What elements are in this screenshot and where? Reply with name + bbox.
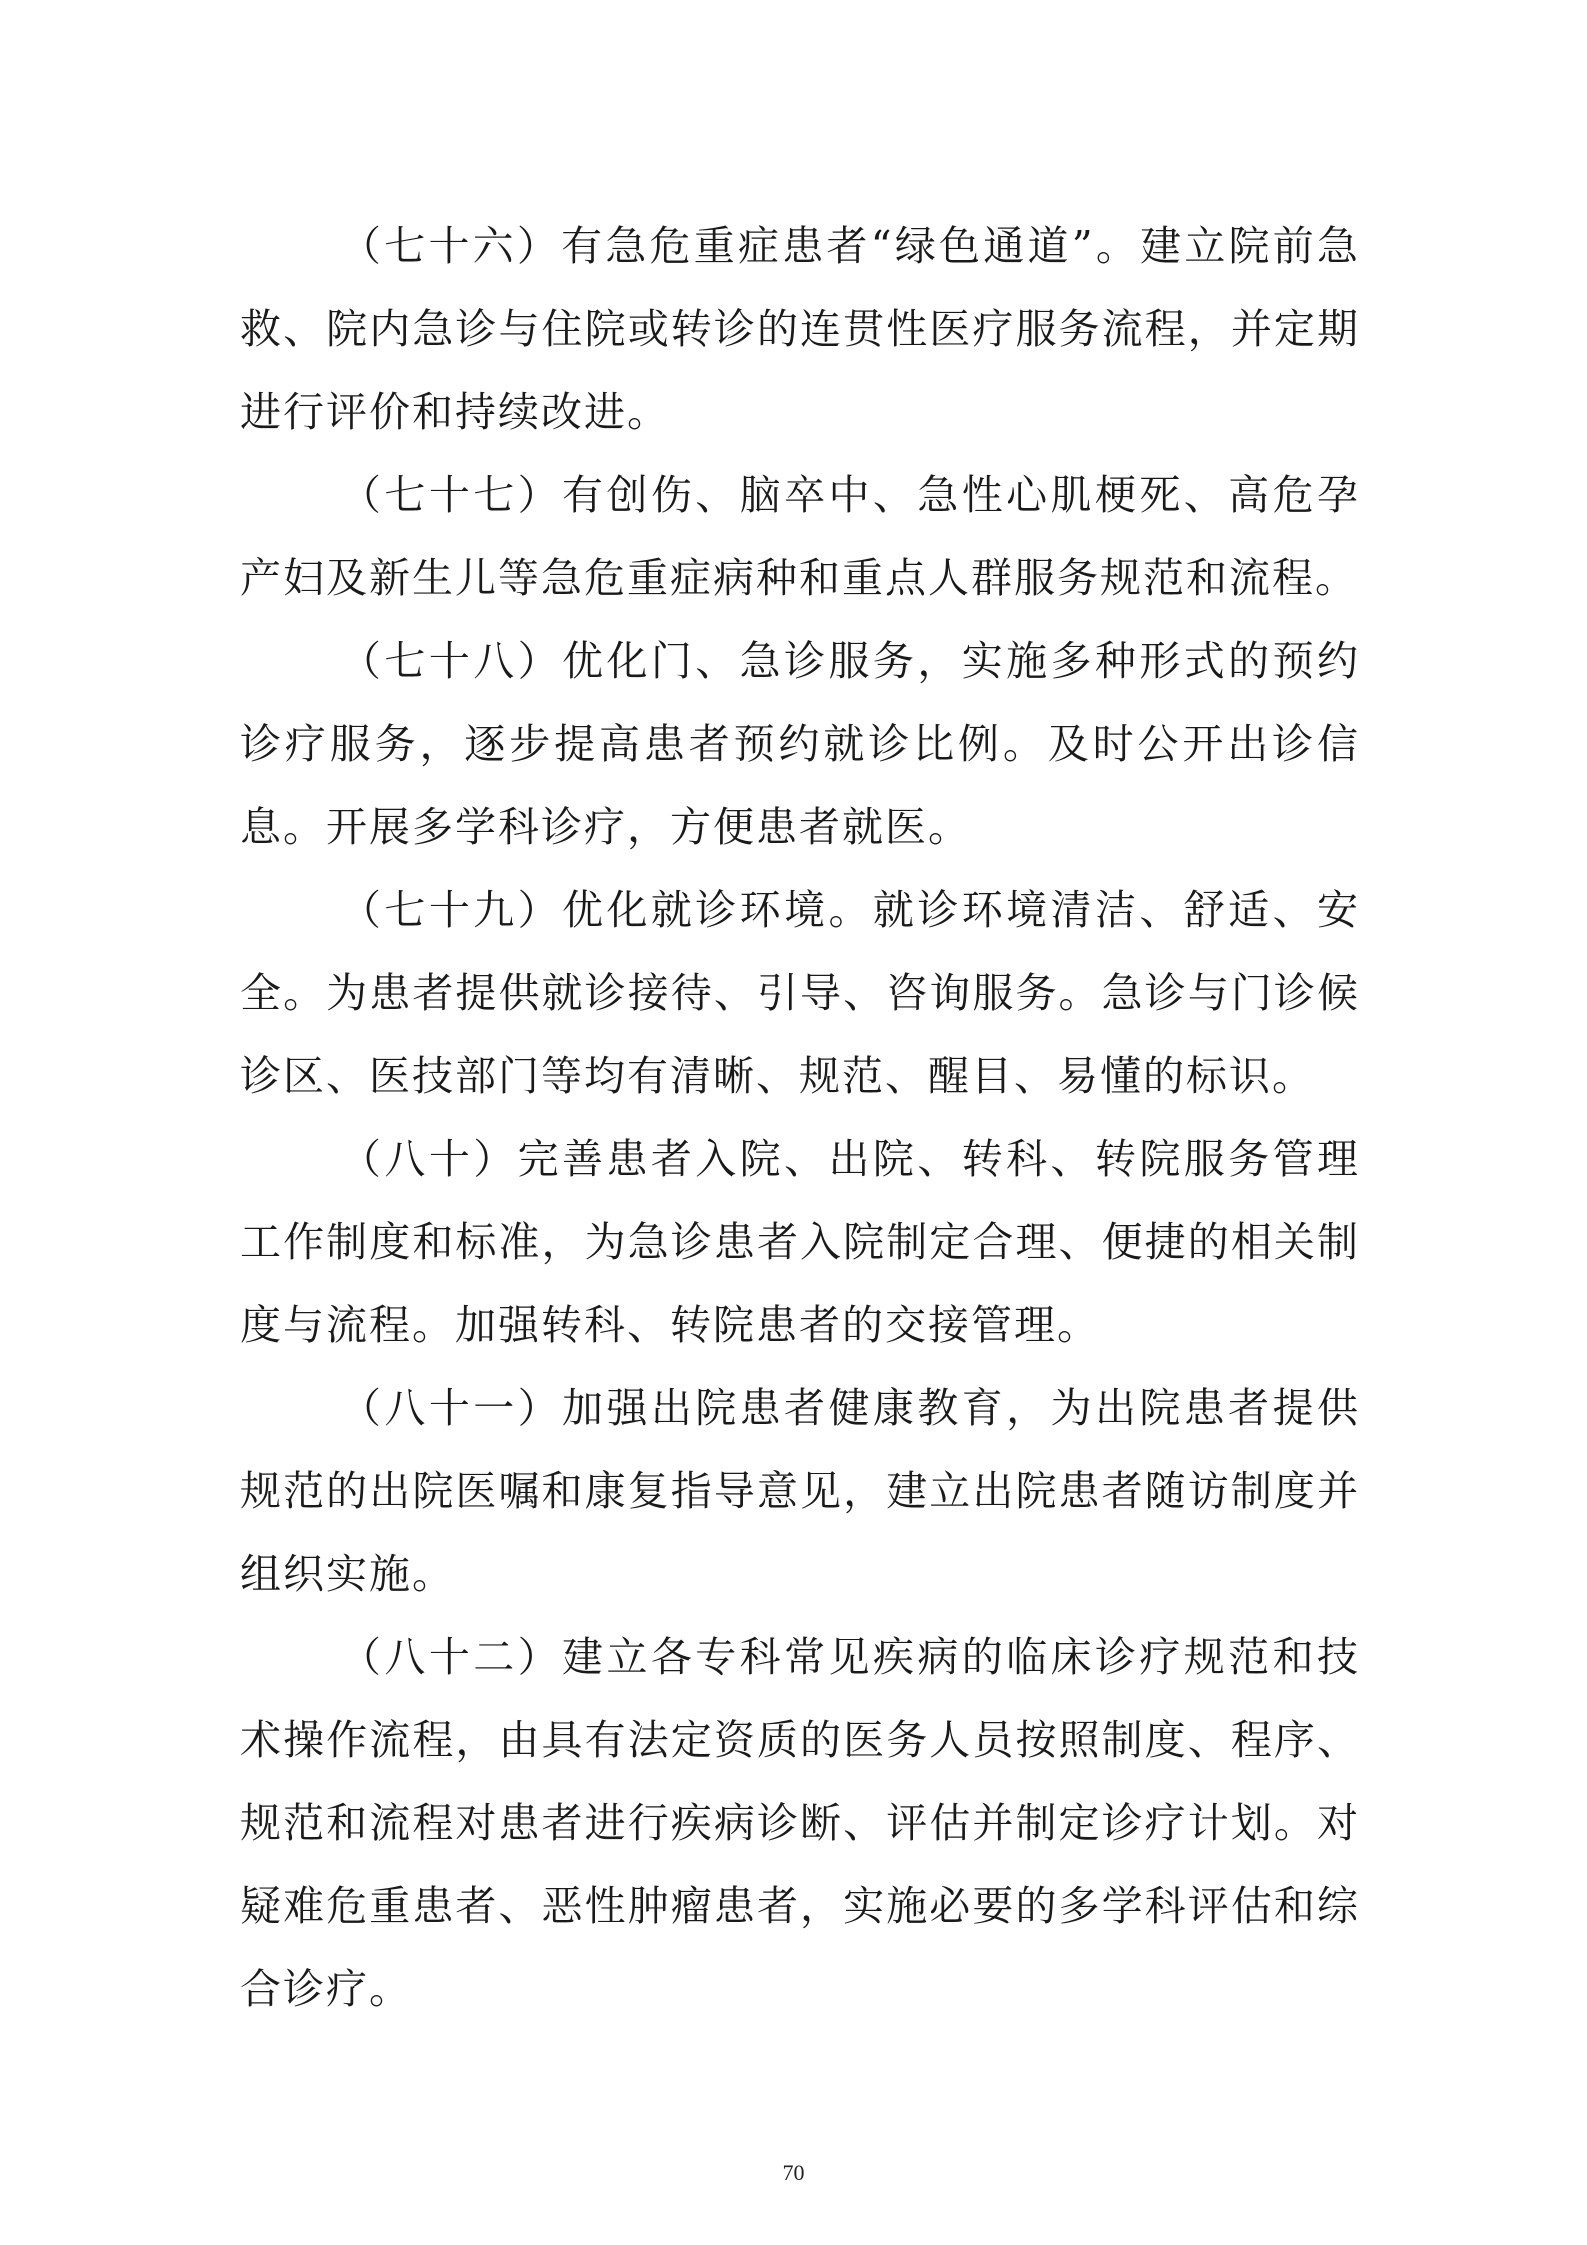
page-number: 70 xyxy=(782,2160,805,2185)
paragraph-81: （八十一）加强出院患者健康教育，为出院患者提供规范的出院医嘱和康复指导意见，建立出院患者随访制度并组织实施。 xyxy=(240,1384,1360,1598)
paragraph-82: （八十二）建立各专科常见疾病的临床诊疗规范和技术操作流程，由具有法定资质的医务人员按照制度、程序、规范和流程对患者进行疾病诊断、评估并制定诊疗计划。对疑难危重患者、恶性肿瘤患者，实施必要的多学科评估和综合诊疗。 xyxy=(240,1633,1360,2013)
paragraph-76: （七十六）有急危重症患者“绿色通道”。建立院前急救、院内急诊与住院或转诊的连贯性医疗服务流程，并定期进行评价和持续改进。 xyxy=(240,222,1360,436)
paragraph-78: （七十八）优化门、急诊服务，实施多种形式的预约诊疗服务，逐步提高患者预约就诊比例。及时公开出诊信息。开展多学科诊疗，方便患者就医。 xyxy=(240,637,1360,851)
paragraph-79: （七十九）优化就诊环境。就诊环境清洁、舒适、安全。为患者提供就诊接待、引导、咨询服务。急诊与门诊候诊区、医技部门等均有清晰、规范、醒目、易懂的标识。 xyxy=(240,886,1360,1100)
paragraph-77: （七十七）有创伤、脑卒中、急性心肌梗死、高危孕产妇及新生儿等急危重症病种和重点人群服务规范和流程。 xyxy=(240,471,1360,602)
paragraph-80: （八十）完善患者入院、出院、转科、转院服务管理工作制度和标准，为急诊患者入院制定合理、便捷的相关制度与流程。加强转科、转院患者的交接管理。 xyxy=(240,1135,1360,1349)
document-body xyxy=(240,205,1360,2031)
